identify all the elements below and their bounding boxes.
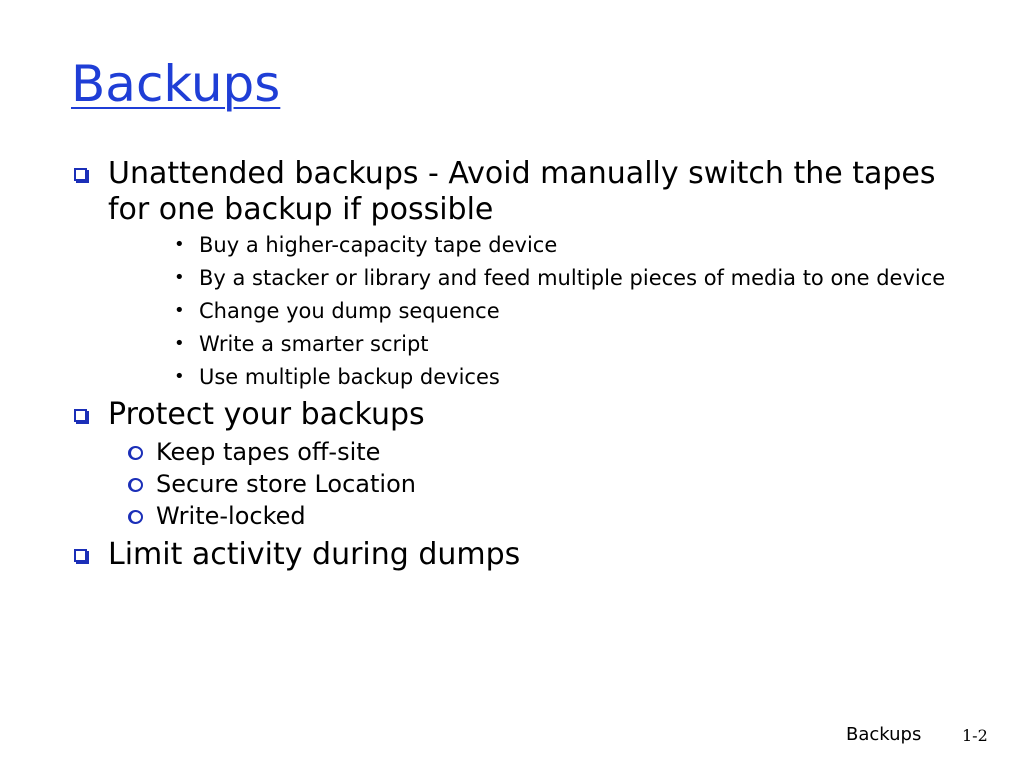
- sub-list-unattended: [70, 232, 950, 390]
- bullet-text: Limit activity during dumps: [108, 537, 521, 572]
- sub-bullet: [70, 501, 950, 531]
- sub-bullet-text: By a stacker or library and feed multiple pieces of media to one device: [199, 266, 946, 290]
- slide-title: Backups: [71, 55, 281, 113]
- sub-bullet-text: Keep tapes off-site: [156, 438, 381, 466]
- sub-bullet: [70, 331, 950, 357]
- sub-bullet: [70, 298, 950, 324]
- sub-bullet-text: Secure store Location: [156, 470, 416, 498]
- square-bullet-icon: [74, 168, 87, 181]
- footer-page-number: 1-2: [962, 726, 988, 745]
- bullet-protect-backups: [70, 397, 950, 433]
- bullet-text: Unattended backups - Avoid manually switch the tapes for one backup if possible: [108, 156, 936, 227]
- slide-body: [70, 156, 950, 573]
- footer-title: Backups: [846, 724, 922, 745]
- circle-bullet-icon: [128, 446, 143, 460]
- sub-bullet: [70, 265, 950, 291]
- dot-bullet-icon: •: [174, 267, 185, 288]
- sub-bullet-text: Change you dump sequence: [199, 299, 500, 323]
- dot-bullet-icon: •: [174, 333, 185, 354]
- sub-bullet: [70, 437, 950, 467]
- sub-bullet-text: Use multiple backup devices: [199, 365, 500, 389]
- square-bullet-icon: [74, 549, 87, 562]
- sub-list-protect: [70, 437, 950, 531]
- circle-bullet-icon: [128, 510, 143, 524]
- square-bullet-icon: [74, 409, 87, 422]
- dot-bullet-icon: •: [174, 300, 185, 321]
- bullet-unattended-backups: [70, 156, 950, 228]
- bullet-limit-activity: [70, 537, 950, 573]
- sub-bullet: [70, 469, 950, 499]
- sub-bullet: [70, 364, 950, 390]
- bullet-text: Protect your backups: [108, 397, 425, 432]
- dot-bullet-icon: •: [174, 366, 185, 387]
- dot-bullet-icon: •: [174, 234, 185, 255]
- sub-bullet-text: Write a smarter script: [199, 332, 429, 356]
- circle-bullet-icon: [128, 478, 143, 492]
- sub-bullet: [70, 232, 950, 258]
- sub-bullet-text: Write-locked: [156, 502, 306, 530]
- sub-bullet-text: Buy a higher-capacity tape device: [199, 233, 558, 257]
